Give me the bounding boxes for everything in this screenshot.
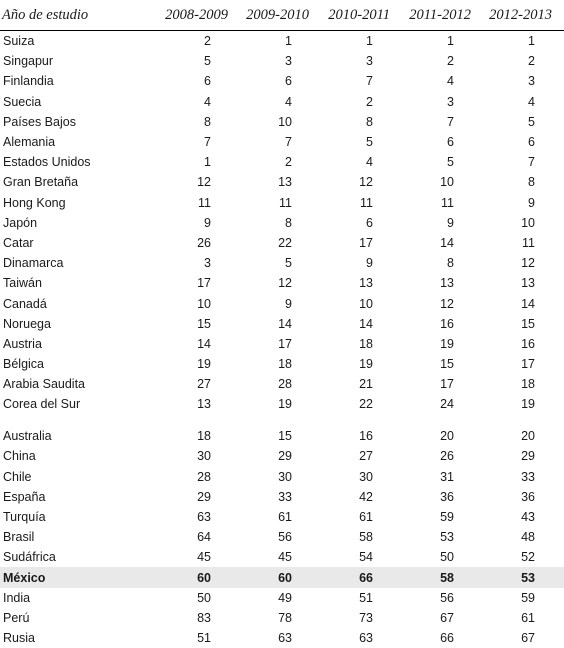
rank-cell: 24 (440, 397, 454, 412)
rank-cell: 5 (204, 54, 211, 69)
table-row (0, 92, 564, 112)
rank-cell: 19 (278, 397, 292, 412)
header-label: Año de estudio (2, 6, 89, 23)
rank-cell: 12 (278, 276, 292, 291)
rank-cell: 17 (359, 235, 373, 250)
rank-cell: 6 (528, 135, 535, 150)
rank-cell: 61 (278, 510, 292, 524)
rank-cell: 19 (440, 336, 454, 351)
rank-cell: 8 (366, 114, 373, 129)
rank-cell: 2 (366, 94, 373, 109)
rank-cell: 43 (521, 510, 535, 524)
table-row (0, 608, 564, 628)
rank-cell: 19 (359, 357, 373, 372)
rank-cell: 12 (197, 175, 211, 190)
table-row (0, 314, 564, 334)
rank-cell: 14 (278, 316, 292, 331)
rank-cell: 12 (521, 256, 535, 271)
table-row (0, 112, 564, 132)
rank-cell: 52 (521, 550, 535, 565)
table-row (0, 547, 564, 567)
rank-cell: 1 (285, 34, 292, 49)
rank-cell: 56 (440, 590, 454, 605)
rank-cell: 67 (521, 631, 535, 646)
header-year: 2010-2011 (328, 6, 390, 23)
rank-cell: 22 (359, 397, 373, 412)
country-cell: Perú (3, 610, 30, 625)
rank-cell: 73 (359, 610, 373, 625)
country-cell: Rusia (3, 631, 35, 646)
country-cell: Suecia (3, 94, 42, 109)
rank-cell: 58 (440, 570, 454, 585)
rank-cell: 18 (278, 357, 292, 372)
rank-cell: 11 (279, 195, 292, 210)
rank-cell: 42 (359, 489, 373, 504)
rank-cell: 30 (359, 469, 373, 484)
country-cell: México (3, 570, 46, 585)
rank-cell: 15 (278, 429, 292, 444)
rank-cell: 36 (521, 489, 535, 504)
rank-cell: 5 (447, 155, 454, 170)
country-cell: China (3, 449, 36, 464)
rank-cell: 10 (359, 296, 373, 311)
rank-cell: 66 (359, 570, 373, 585)
rank-cell: 53 (440, 530, 454, 545)
rank-cell: 18 (197, 429, 211, 444)
rank-cell: 63 (359, 631, 373, 646)
country-cell: Canadá (3, 296, 47, 311)
rank-cell: 19 (521, 397, 535, 412)
country-cell: España (3, 489, 46, 504)
rank-cell: 10 (278, 114, 292, 129)
rank-cell: 48 (521, 530, 535, 545)
table-row (0, 487, 564, 507)
rank-cell: 6 (285, 74, 292, 89)
table-row (0, 233, 564, 253)
table-row (0, 467, 564, 487)
rank-cell: 12 (440, 296, 454, 311)
rank-cell: 29 (197, 489, 211, 504)
rank-cell: 54 (359, 550, 373, 565)
rank-cell: 18 (521, 377, 535, 392)
rank-cell: 21 (359, 377, 373, 392)
table-group-top (0, 31, 564, 415)
rank-cell: 4 (447, 74, 454, 89)
rank-cell: 8 (204, 114, 211, 129)
rank-cell: 83 (197, 610, 211, 625)
rank-cell: 14 (440, 235, 454, 250)
rank-cell: 8 (447, 256, 454, 271)
rank-cell: 9 (528, 195, 535, 210)
rank-cell: 66 (440, 631, 454, 646)
country-cell: Taiwán (3, 276, 42, 291)
table-row (0, 31, 564, 51)
rank-cell: 50 (440, 550, 454, 565)
rank-cell: 6 (366, 215, 373, 230)
rank-cell: 67 (440, 610, 454, 625)
rank-cell: 13 (197, 397, 211, 412)
table-row (0, 253, 564, 273)
rank-cell: 11 (198, 195, 211, 210)
rank-cell: 13 (278, 175, 292, 190)
table-row (0, 374, 564, 394)
table-row (0, 446, 564, 466)
table-row (0, 507, 564, 527)
rank-cell: 17 (440, 377, 454, 392)
rank-cell: 63 (197, 510, 211, 524)
table-row (0, 394, 564, 414)
rank-cell: 13 (521, 276, 535, 291)
table-row (0, 426, 564, 446)
rank-cell: 28 (197, 469, 211, 484)
rank-cell: 9 (204, 215, 211, 230)
table-row (0, 527, 564, 547)
table-row (0, 273, 564, 293)
rank-cell: 45 (197, 550, 211, 565)
rank-cell: 3 (447, 94, 454, 109)
table-row (0, 71, 564, 91)
rank-cell: 2 (528, 54, 535, 69)
country-cell: Singapur (3, 54, 54, 69)
rank-cell: 1 (447, 34, 454, 49)
rank-cell: 2 (204, 34, 211, 49)
country-cell: Hong Kong (3, 195, 66, 210)
rank-cell: 60 (278, 570, 292, 585)
country-cell: Chile (3, 469, 32, 484)
country-cell: Brasil (3, 530, 35, 545)
rank-cell: 20 (440, 429, 454, 444)
rank-cell: 56 (278, 530, 292, 545)
rank-cell: 7 (447, 114, 454, 129)
rank-cell: 7 (204, 135, 211, 150)
rank-cell: 2 (285, 155, 292, 170)
rank-cell: 59 (440, 510, 454, 524)
rank-cell: 12 (359, 175, 373, 190)
rank-cell: 22 (278, 235, 292, 250)
rank-cell: 58 (359, 530, 373, 545)
rank-cell: 50 (197, 590, 211, 605)
country-cell: Estados Unidos (3, 155, 91, 170)
rank-cell: 51 (359, 590, 373, 605)
rank-cell: 1 (528, 34, 535, 49)
rank-cell: 30 (197, 449, 211, 464)
rank-cell: 11 (360, 195, 373, 210)
country-cell: India (3, 590, 31, 605)
table-row (0, 213, 564, 233)
rank-cell: 8 (528, 175, 535, 190)
rank-cell: 29 (278, 449, 292, 464)
table-row (0, 152, 564, 172)
rank-cell: 10 (521, 215, 535, 230)
rank-cell: 17 (278, 336, 292, 351)
rank-cell: 1 (366, 34, 373, 49)
rank-cell: 36 (440, 489, 454, 504)
rank-cell: 17 (197, 276, 211, 291)
rank-cell: 63 (278, 631, 292, 646)
table-row (0, 354, 564, 374)
rank-cell: 78 (278, 610, 292, 625)
rank-cell: 4 (204, 94, 211, 109)
rank-cell: 5 (366, 135, 373, 150)
rank-cell: 10 (440, 175, 454, 190)
rank-cell: 26 (197, 235, 211, 250)
rank-cell: 9 (285, 296, 292, 311)
rank-cell: 6 (204, 74, 211, 89)
rank-cell: 16 (359, 429, 373, 444)
rank-cell: 15 (521, 316, 535, 331)
rank-cell: 60 (197, 570, 211, 585)
rank-cell: 10 (197, 296, 211, 311)
country-cell: Australia (3, 429, 52, 444)
rank-cell: 6 (447, 135, 454, 150)
country-cell: Japón (3, 215, 38, 230)
header-year: 2008-2009 (165, 6, 228, 23)
country-cell: Finlandia (3, 74, 54, 89)
rank-cell: 5 (528, 114, 535, 129)
rank-cell: 5 (285, 256, 292, 271)
table-row (0, 51, 564, 71)
table-row (0, 588, 564, 608)
rank-cell: 11 (441, 195, 454, 210)
header-year: 2012-2013 (489, 6, 552, 23)
rank-cell: 29 (521, 449, 535, 464)
rank-cell: 3 (528, 74, 535, 89)
rank-cell: 9 (447, 215, 454, 230)
table-group-bottom (0, 426, 564, 648)
rank-cell: 15 (197, 316, 211, 331)
rank-cell: 11 (522, 235, 535, 250)
country-cell: Bélgica (3, 357, 44, 372)
rank-cell: 45 (278, 550, 292, 565)
rank-cell: 28 (278, 377, 292, 392)
rank-cell: 4 (528, 94, 535, 109)
table-row (0, 293, 564, 313)
rank-cell: 7 (285, 135, 292, 150)
rank-cell: 51 (197, 631, 211, 646)
rank-cell: 19 (197, 357, 211, 372)
country-cell: Catar (3, 235, 34, 250)
rank-cell: 64 (197, 530, 211, 545)
rank-cell: 3 (285, 54, 292, 69)
rank-cell: 14 (197, 336, 211, 351)
rank-cell: 3 (204, 256, 211, 271)
rank-cell: 17 (521, 357, 535, 372)
rank-cell: 33 (278, 489, 292, 504)
country-cell: Gran Bretaña (3, 175, 79, 190)
rank-cell: 53 (521, 570, 535, 585)
rank-cell: 14 (521, 296, 535, 311)
country-cell: Suiza (3, 34, 35, 49)
table-row (0, 193, 564, 213)
country-cell: Países Bajos (3, 114, 76, 129)
rank-cell: 9 (366, 256, 373, 271)
rank-cell: 1 (204, 155, 211, 170)
rank-cell: 4 (285, 94, 292, 109)
table-row (0, 132, 564, 152)
table-row (0, 172, 564, 192)
header-year: 2009-2010 (246, 6, 309, 23)
country-cell: Alemania (3, 135, 56, 150)
rank-cell: 8 (285, 215, 292, 230)
rank-cell: 15 (440, 357, 454, 372)
rank-cell: 27 (359, 449, 373, 464)
rank-cell: 30 (278, 469, 292, 484)
table-row (0, 334, 564, 354)
rank-cell: 2 (447, 54, 454, 69)
group-spacer (0, 415, 564, 427)
rank-cell: 13 (440, 276, 454, 291)
rank-cell: 27 (197, 377, 211, 392)
rank-cell: 14 (359, 316, 373, 331)
rank-cell: 7 (528, 155, 535, 170)
rank-cell: 33 (521, 469, 535, 484)
rank-cell: 18 (359, 336, 373, 351)
rank-cell: 31 (440, 469, 454, 484)
country-cell: Corea del Sur (3, 397, 81, 412)
country-cell: Dinamarca (3, 256, 64, 271)
rank-cell: 61 (521, 610, 535, 625)
rank-cell: 61 (359, 510, 373, 524)
country-cell: Austria (3, 336, 42, 351)
country-cell: Turquía (3, 510, 46, 524)
country-cell: Sudáfrica (3, 550, 56, 565)
rank-cell: 3 (366, 54, 373, 69)
rank-cell: 59 (521, 590, 535, 605)
rank-cell: 26 (440, 449, 454, 464)
rank-cell: 16 (521, 336, 535, 351)
table-header (0, 0, 564, 31)
table-row (0, 628, 564, 648)
table-row-highlighted (0, 567, 564, 587)
rank-cell: 16 (440, 316, 454, 331)
rank-cell: 13 (359, 276, 373, 291)
rank-cell: 20 (521, 429, 535, 444)
country-cell: Noruega (3, 316, 51, 331)
header-year: 2011-2012 (409, 6, 471, 23)
rank-cell: 49 (278, 590, 292, 605)
country-cell: Arabia Saudita (3, 377, 86, 392)
rank-cell: 7 (366, 74, 373, 89)
rank-cell: 4 (366, 155, 373, 170)
